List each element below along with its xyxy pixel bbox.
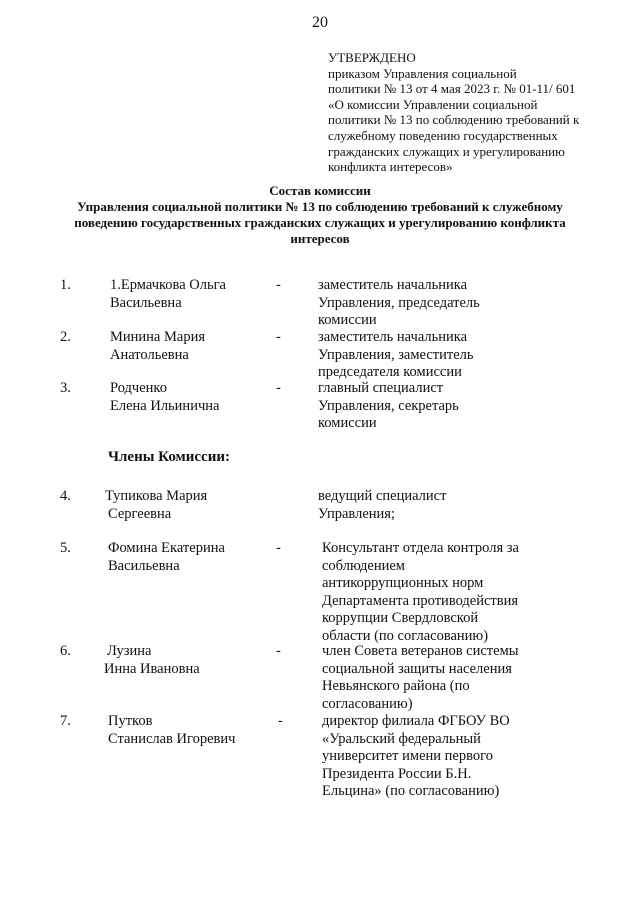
row-number: 4.: [60, 488, 71, 504]
person-position: [322, 713, 510, 801]
position-line: согласованию): [322, 695, 413, 712]
name-line: Васильевна: [108, 557, 180, 574]
row-number: 1.: [60, 277, 71, 293]
position-line: коррупции Свердловской: [322, 610, 479, 626]
name-line: Инна Ивановна: [104, 660, 200, 677]
name-line: Елена Ильинична: [110, 397, 220, 414]
name-line: Тупикова Мария: [105, 488, 208, 504]
person-position: [318, 329, 474, 382]
position-line: антикоррупционных норм: [322, 575, 484, 591]
person-position: [318, 488, 446, 523]
name-line: Минина Мария: [110, 329, 206, 345]
approval-line: служебному поведению государственных: [328, 127, 558, 143]
person-name: [110, 380, 219, 415]
dash-separator: -: [276, 329, 281, 345]
person-name: [110, 329, 205, 364]
position-line: Управления, секретарь: [318, 397, 459, 414]
document-title: [60, 183, 580, 247]
approval-line: гражданских служащих и урегулированию: [328, 143, 565, 159]
dash-separator: -: [278, 713, 283, 729]
position-line: Департамента противодействия: [322, 592, 519, 609]
approval-line: «О комиссии Управлении социальной: [328, 96, 538, 112]
position-line: член Совета ветеранов системы: [322, 643, 519, 659]
approval-line: политики № 13 от 4 мая 2023 г. № 01-11/ 601: [328, 81, 576, 97]
position-line: Управления, председатель: [318, 294, 480, 311]
row-number: 7.: [60, 713, 71, 729]
person-position: [318, 380, 459, 433]
position-line: университет имени первого: [322, 748, 493, 764]
name-line: Анатольевна: [110, 346, 189, 363]
name-line: Васильевна: [110, 294, 182, 311]
position-line: Управления, заместитель: [318, 346, 474, 363]
position-line: соблюдением: [322, 557, 405, 574]
position-line: Невьянского района (по: [322, 678, 470, 694]
name-line: Фомина Екатерина: [108, 540, 225, 556]
position-line: директор филиала ФГБОУ ВО: [322, 713, 510, 729]
title-heading: Состав комиссии: [269, 183, 371, 198]
person-name: [105, 488, 207, 523]
position-line: заместитель начальника: [318, 277, 468, 293]
position-line: Управления;: [318, 505, 395, 522]
dash-separator: -: [276, 380, 281, 396]
person-name: [108, 540, 225, 575]
row-number: 3.: [60, 380, 71, 396]
person-position: [318, 277, 480, 330]
person-name: [110, 277, 226, 312]
name-line: Родченко: [110, 380, 167, 396]
row-number: 2.: [60, 329, 71, 345]
row-number: 6.: [60, 643, 71, 659]
position-line: области (по согласованию): [322, 627, 489, 644]
title-subheading: Управления социальной политики № 13 по соблюдению требований к служебному поведению государственных гражданских служащих и урегулированию конфликта интересов: [74, 199, 566, 246]
name-line: 1.Ермачкова Ольга: [110, 277, 226, 293]
position-line: ведущий специалист: [318, 488, 447, 504]
position-line: Консультант отдела контроля за: [322, 540, 519, 556]
person-position: [322, 540, 519, 645]
position-line: главный специалист: [318, 380, 444, 396]
position-line: социальной защиты населения: [322, 660, 512, 677]
dash-separator: -: [276, 643, 281, 659]
position-line: Президента России Б.Н.: [322, 765, 472, 782]
approval-stamp: [328, 50, 579, 175]
name-line: Путков: [108, 713, 153, 729]
name-line: Станислав Игоревич: [108, 730, 236, 747]
approval-line: конфликта интересов»: [328, 159, 453, 175]
dash-separator: -: [276, 540, 281, 556]
position-line: «Уральский федеральный: [322, 730, 481, 747]
page-number: 20: [312, 14, 328, 31]
approval-line: УТВЕРЖДЕНО: [328, 50, 416, 65]
approval-line: политики № 13 по соблюдению требований к: [328, 112, 580, 128]
row-number: 5.: [60, 540, 71, 556]
person-name: [104, 643, 200, 678]
dash-separator: -: [276, 277, 281, 293]
position-line: заместитель начальника: [318, 329, 468, 345]
person-name: [108, 713, 235, 748]
position-line: комиссии: [318, 312, 377, 328]
name-line: Сергеевна: [108, 505, 172, 522]
position-line: Ельцина» (по согласованию): [322, 783, 500, 799]
approval-line: приказом Управления социальной: [328, 65, 517, 81]
name-line: Лузина: [107, 643, 152, 659]
position-line: председателя комиссии: [318, 364, 462, 380]
position-line: комиссии: [318, 415, 377, 431]
person-position: [322, 643, 519, 713]
members-heading: Члены Комиссии:: [108, 449, 230, 465]
